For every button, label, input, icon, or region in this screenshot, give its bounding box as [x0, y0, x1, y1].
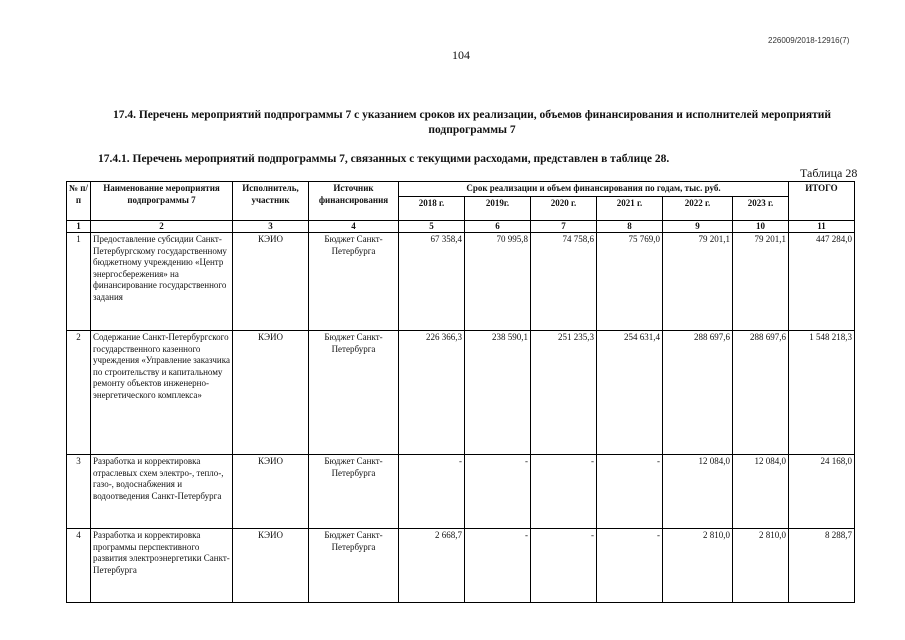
row-value: -	[465, 455, 531, 529]
header-period: Срок реализации и объем финансирования по годам, тыс. руб.	[399, 182, 789, 197]
row-total: 24 168,0	[789, 455, 855, 529]
header-year: 2021 г.	[597, 196, 663, 220]
row-name: Предоставление субсидии Санкт-Петербургскому государственному бюджетному учреждению «Центр энергосбережения» на финансирование государственного задания	[91, 233, 233, 331]
row-value: 288 697,6	[733, 331, 789, 455]
row-value: 251 235,3	[531, 331, 597, 455]
table-label: Таблица 28	[800, 166, 858, 180]
row-value: 288 697,6	[663, 331, 733, 455]
row-name: Разработка и корректировка программы перспективного развития электроэнергетики Санкт-Петербурга	[91, 529, 233, 603]
column-number: 1	[67, 220, 91, 233]
row-value: 67 358,4	[399, 233, 465, 331]
row-source: Бюджет Санкт-Петербурга	[309, 233, 399, 331]
row-value: 12 084,0	[663, 455, 733, 529]
row-value: 2 810,0	[663, 529, 733, 603]
row-name: Содержание Санкт-Петербургского государственного казенного учреждения «Управление заказчика по строительству и капитальному ремонту объектов инженерно-энергетического комплекса»	[91, 331, 233, 455]
row-value: 74 758,6	[531, 233, 597, 331]
column-number: 9	[663, 220, 733, 233]
document-id: 226009/2018-12916(7)	[768, 36, 850, 45]
column-number: 2	[91, 220, 233, 233]
row-value: 238 590,1	[465, 331, 531, 455]
header-year: 2023 г.	[733, 196, 789, 220]
row-value: 2 810,0	[733, 529, 789, 603]
header-year: 2019г.	[465, 196, 531, 220]
header-year: 2020 г.	[531, 196, 597, 220]
column-number: 10	[733, 220, 789, 233]
row-total: 8 288,7	[789, 529, 855, 603]
row-total: 1 548 218,3	[789, 331, 855, 455]
row-num: 1	[67, 233, 91, 331]
row-value: -	[399, 455, 465, 529]
row-executor: КЭИО	[233, 331, 309, 455]
column-number: 4	[309, 220, 399, 233]
row-executor: КЭИО	[233, 529, 309, 603]
column-number: 6	[465, 220, 531, 233]
row-value: 2 668,7	[399, 529, 465, 603]
column-number: 5	[399, 220, 465, 233]
row-executor: КЭИО	[233, 455, 309, 529]
column-number: 7	[531, 220, 597, 233]
section-heading: 17.4. Перечень мероприятий подпрограммы 7 с указанием сроков их реализации, объемов финансирования и исполнителей мероприятий подпрограммы 7	[112, 109, 832, 136]
row-value: -	[465, 529, 531, 603]
row-value: -	[531, 529, 597, 603]
page-number: 104	[452, 48, 470, 62]
row-value: 254 631,4	[597, 331, 663, 455]
header-source: Источник финансирования	[309, 182, 399, 221]
row-value: -	[531, 455, 597, 529]
table-row	[67, 529, 855, 603]
row-source: Бюджет Санкт-Петербурга	[309, 331, 399, 455]
header-year: 2022 г.	[663, 196, 733, 220]
header-total: ИТОГО	[789, 182, 855, 221]
column-number: 8	[597, 220, 663, 233]
row-value: -	[597, 529, 663, 603]
row-source: Бюджет Санкт-Петербурга	[309, 529, 399, 603]
row-source: Бюджет Санкт-Петербурга	[309, 455, 399, 529]
row-num: 3	[67, 455, 91, 529]
row-value: 79 201,1	[733, 233, 789, 331]
row-value: 75 769,0	[597, 233, 663, 331]
row-value: 12 084,0	[733, 455, 789, 529]
row-num: 4	[67, 529, 91, 603]
row-value: -	[597, 455, 663, 529]
row-value: 79 201,1	[663, 233, 733, 331]
table-row	[67, 455, 855, 529]
column-number: 11	[789, 220, 855, 233]
header-num: № п/п	[67, 182, 91, 221]
column-number: 3	[233, 220, 309, 233]
row-value: 226 366,3	[399, 331, 465, 455]
row-total: 447 284,0	[789, 233, 855, 331]
table-row	[67, 331, 855, 455]
header-year: 2018 г.	[399, 196, 465, 220]
table-row	[67, 233, 855, 331]
header-name: Наименование мероприятия подпрограммы 7	[91, 182, 233, 221]
header-executor: Исполнитель, участник	[233, 182, 309, 221]
row-value: 70 995,8	[465, 233, 531, 331]
row-executor: КЭИО	[233, 233, 309, 331]
subsection-heading: 17.4.1. Перечень мероприятий подпрограммы 7, связанных с текущими расходами, представлен в таблице 28.	[98, 153, 670, 165]
row-name: Разработка и корректировка отраслевых схем электро-, тепло-, газо-, водоснабжения и водоотведения Санкт-Петербурга	[91, 455, 233, 529]
measures-table	[66, 181, 855, 603]
row-num: 2	[67, 331, 91, 455]
